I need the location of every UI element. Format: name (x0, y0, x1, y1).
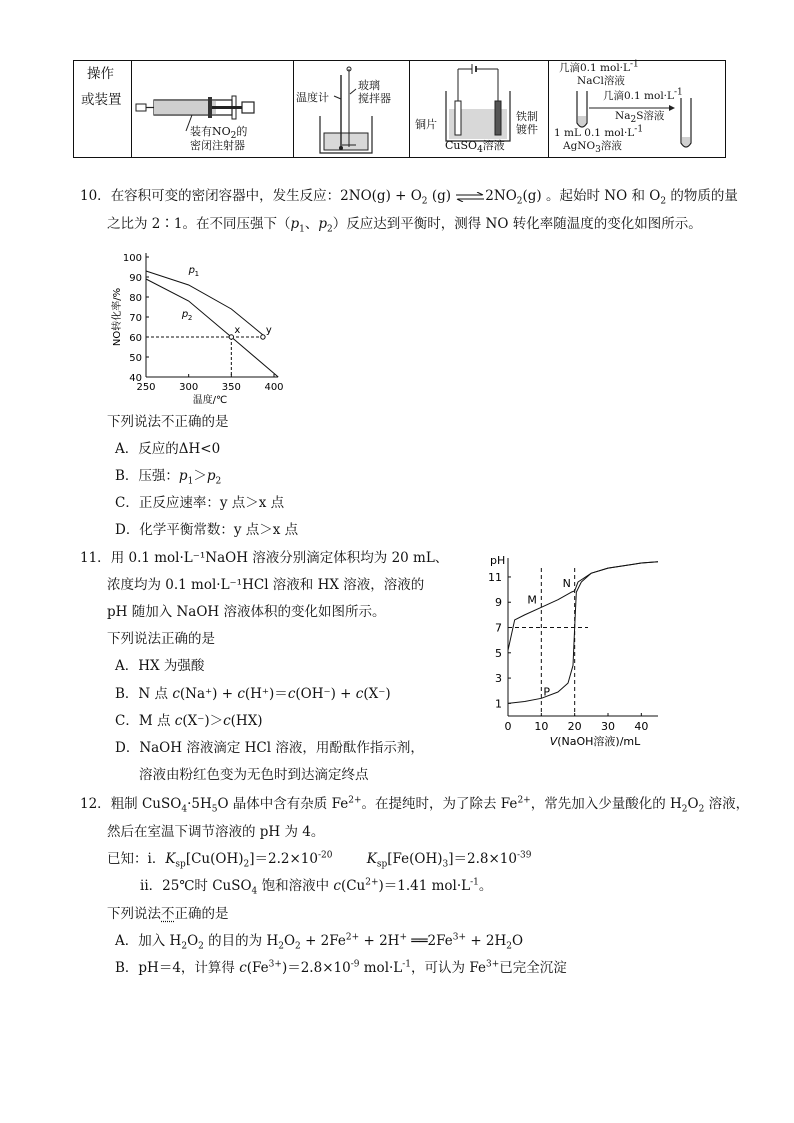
y-tick-label: 9 (495, 596, 502, 610)
y-tick-label: 90 (129, 273, 142, 284)
q10-number: 10． (80, 188, 111, 204)
point-label-M: M (527, 593, 537, 607)
x-tick-label: 0 (504, 720, 512, 733)
y-tick-label: 100 (122, 253, 142, 264)
y-tick-label: 7 (495, 621, 502, 635)
x-tick-label: 30 (601, 720, 615, 733)
point-y (261, 335, 265, 339)
series-label-p2-sub: 2 (187, 314, 193, 322)
q10-option-a[interactable]: A．反应的ΔH<0 (115, 441, 221, 457)
q12-stem: 下列说法不正确的是 (107, 906, 229, 922)
x-axis-label: 温度/℃ (192, 395, 228, 406)
q10-option-c[interactable]: C．正反应速率：y 点＞x 点 (115, 495, 285, 511)
x-tick-label: 300 (179, 382, 199, 393)
y-tick-label: 60 (129, 333, 142, 344)
point-label-x: x (234, 325, 241, 336)
q10-option-b[interactable]: B．压强：$p_1>p_2$ (115, 468, 222, 487)
q11-option-c[interactable]: C．M 点 c(X⁻)＞c(HX) (115, 713, 263, 729)
series-line-p1 (146, 271, 265, 337)
nacl-label-2: NaCl溶液 (577, 75, 625, 87)
x-tick-label: 10 (534, 720, 549, 733)
q11-line2: 浓度均为 0.1 mol·L⁻¹HCl 溶液和 HX 溶液，溶液的 (107, 577, 425, 593)
series-label-p1-sub: 1 (194, 270, 200, 278)
q10-line2: 之比为 2∶1。在不同压强下（$p_1$、$p_2$）反应达到平衡时，测得 NO 转化率随温度的变化如图所示。 (107, 216, 702, 235)
nacl-label-1: 几滴0.1 $mol\cdot L^{-1}$ (559, 59, 639, 74)
copper-label: 铜片 (415, 118, 437, 131)
x-tick-label: 250 (136, 382, 156, 393)
q11-option-a[interactable]: A．HX 为强酸 (115, 658, 205, 674)
x-tick-label: 400 (264, 382, 284, 393)
y-tick-label: 70 (129, 313, 142, 324)
point-label-N: N (562, 576, 571, 590)
q11-option-d-cont: 溶液由粉红色变为无色时到达滴定终点 (139, 767, 369, 783)
q12-option-b[interactable]: B．pH＝4，计算得 $c(Fe^{3+})=2.8\times 10^{-9}$ $mol\cdot L^{-1}$，可认为 $Fe^{3+}$已完全沉淀 (115, 959, 567, 976)
table-header-line2: 或装置 (81, 92, 122, 108)
thermometer-label: 温度计 (296, 91, 329, 104)
agno3-label-2: AgNO$_3$溶液 (563, 140, 622, 156)
apparatus-table (73, 60, 726, 158)
q10-option-d[interactable]: D．化学平衡常数：y 点＞x 点 (115, 522, 299, 538)
x-tick-label: 20 (567, 720, 582, 733)
y-tick-label: 80 (129, 293, 142, 304)
precipitation-cell (548, 61, 726, 157)
q12-line2: 然后在室温下调节溶液的 pH 为 4。 (107, 824, 325, 840)
beaker-drawing (294, 61, 410, 155)
x-axis-label: V(NaOH溶液)/mL (549, 735, 641, 748)
cuso4-label: CuSO$_4$溶液 (445, 139, 505, 156)
q12-line1: 12．粗制 $CuSO_4\cdot 5H_5O$ 晶体中含有杂质 $Fe^{2+}$。在提纯时，为了除去 $Fe^{2+}$，常先加入少量酸化的 $H_2O_2$ 溶液， (80, 795, 750, 815)
series-line-p2 (146, 279, 278, 377)
q12-option-a[interactable]: A．加入 $H_2O_2$ 的目的为 $H_2O_2 + 2Fe^{2+} + 2H^+$ $══2Fe^{3+} + 2H_2O$ (115, 932, 524, 952)
q11-option-d[interactable]: D．NaOH 溶液滴定 HCl 溶液，用酚酞作指示剂， (115, 740, 424, 756)
q10-stem: 下列说法不正确的是 (107, 414, 229, 430)
q11-option-b[interactable]: B．N 点 c(Na⁺) + c(H⁺)＝c(OH⁻) + c(X⁻) (115, 686, 391, 702)
y-tick-label: 11 (488, 570, 502, 584)
q11-line1: 11．用 0.1 mol·L⁻¹NaOH 溶液分别滴定体积均为 20 mL、 (80, 550, 449, 566)
equilibrium-arrow-icon (455, 192, 485, 202)
y-tick-label: 1 (495, 697, 502, 711)
point-label-y: y (265, 325, 272, 336)
iron-label-a: 铁制 (516, 110, 538, 123)
series-label-p2: p (181, 309, 189, 320)
agno3-label-1: 1 mL 0.1 $mol\cdot L^{-1}$ (554, 124, 644, 139)
y-tick-label: 3 (495, 672, 502, 686)
series-line-HCl (508, 562, 658, 704)
q12-known-1: 已知：i．$K_{sp}[Cu(OH)_2]=2.2\times 10^{-20}$ $K_{sp}[Fe(OH)_3]=2.8\times 10^{-39}$ (107, 850, 532, 870)
y-axis-label: NO转化率/% (112, 287, 123, 347)
y-tick-label: 50 (129, 353, 142, 364)
x-tick-label: 350 (221, 382, 241, 393)
table-header-line1: 操作 (87, 66, 114, 82)
point-label-P: P (543, 685, 550, 699)
point-x (229, 335, 233, 339)
electroplating-cell (409, 61, 549, 157)
y-tick-label: 5 (495, 646, 502, 660)
titration-chart (480, 548, 670, 748)
table-header-cell (74, 61, 131, 157)
q12-known-2: ii．25℃时 CuSO$_4$ 饱和溶液中 $c(Cu^{2+})=1.41$ $mol\cdot L^{-1}$。 (140, 877, 493, 897)
q12-number: 12． (80, 796, 111, 812)
stirrer-label-a: 玻璃 (358, 79, 380, 92)
q11-stem: 下列说法正确的是 (107, 631, 215, 647)
syringe-label: 装有$NO_2$的 (190, 125, 248, 142)
y-tick-label: 40 (129, 373, 142, 384)
calorimeter-cell (293, 61, 410, 157)
x-tick-label: 40 (634, 720, 649, 733)
na2s-label-2: $Na_2S$溶液 (615, 110, 665, 126)
series-label-p1: p (188, 265, 196, 276)
syringe-label-2: 密闭注射器 (190, 139, 245, 152)
q11-number: 11． (80, 550, 111, 566)
na2s-label-1: 几滴0.1 $mol\cdot L^{-1}$ (603, 87, 683, 102)
y-axis-label: pH (490, 554, 506, 567)
syringe-cell (131, 61, 294, 157)
q10-line1: 10．在容积可变的密闭容器中，发生反应：$2NO(g) + O_2$ (g) $2NO_2(g)$ 。起始时 NO 和 $O_2$ 的物质的量 (80, 188, 738, 207)
no-conversion-chart (96, 240, 296, 410)
stirrer-label-b: 搅拌器 (358, 92, 391, 105)
q11-line3: pH 随加入 NaOH 溶液体积的变化如图所示。 (107, 604, 386, 620)
iron-label-b: 镀件 (516, 123, 538, 136)
